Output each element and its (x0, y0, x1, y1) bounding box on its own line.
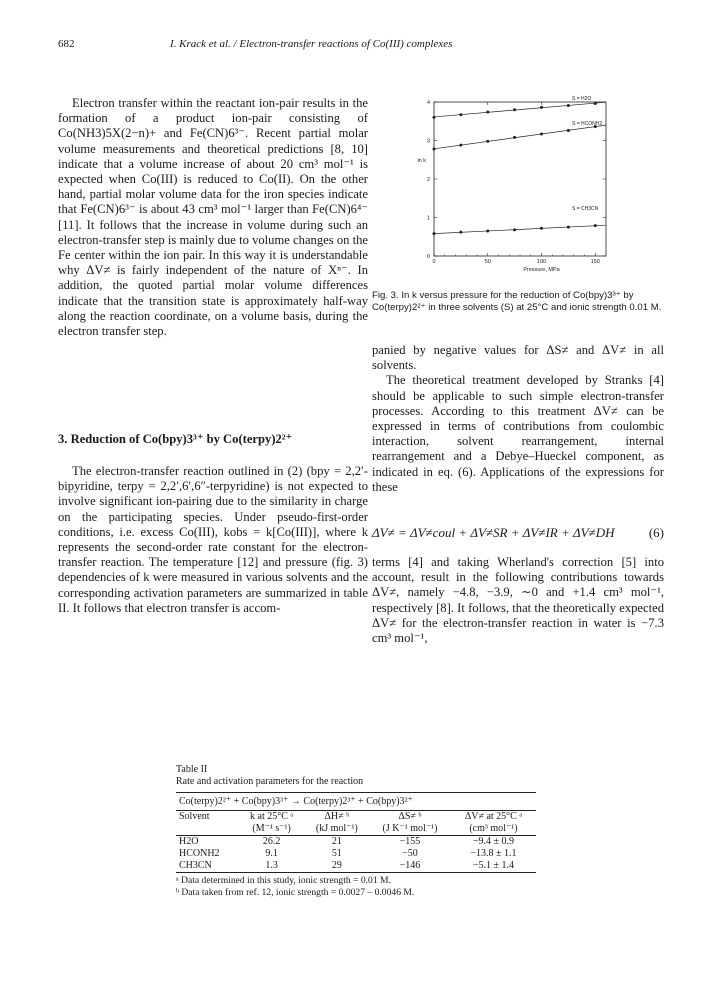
running-title: I. Krack et al. / Electron-transfer reactions of Co(III) complexes (170, 38, 453, 50)
series-label: S = H2O (572, 96, 592, 102)
data-point (459, 231, 462, 234)
table-ii (176, 764, 536, 899)
data-point (513, 228, 516, 231)
left-column-intro (58, 96, 368, 339)
header-units-row (176, 823, 536, 836)
section-heading: 3. Reduction of Co(bpy)3³⁺ by Co(terpy)2²⁺ (58, 432, 293, 446)
y-tick-label: 0 (426, 254, 430, 260)
col-header: k at 25°C ᵃ (250, 811, 294, 822)
cell: −146 (399, 860, 421, 871)
cell: H2O (179, 836, 199, 847)
equation-text: ΔV≠ = ΔV≠coul + ΔV≠SR + ΔV≠IR + ΔV≠DH (372, 525, 615, 540)
table-row (176, 836, 536, 849)
col-unit: (M⁻¹ s⁻¹) (252, 823, 291, 834)
x-tick-label: 50 (484, 259, 491, 265)
cell: 29 (331, 860, 342, 871)
cell: 1.3 (265, 860, 278, 871)
page-header (0, 38, 720, 54)
cell: −155 (399, 836, 421, 847)
paragraph: The theoretical treatment developed by Stranks [4] should be applicable to such simple electron-transfer processes. According to this treatment ΔV≠ can be expressed in terms of contributions from coulombic interaction, solvent rearrangement, internal rearrangement and a Debye–Hueckel component, as indicated in eq. (6). Applications of the expressions for these (372, 373, 664, 494)
y-tick-label: 3 (426, 138, 430, 145)
col-unit: (kJ mol⁻¹) (315, 823, 358, 834)
cell: −50 (402, 848, 418, 859)
reaction-equation: Co(terpy)2²⁺ + Co(bpy)3³⁺ → Co(terpy)2³⁺ + Co(bpy)3²⁺ (179, 796, 413, 807)
table-subtitle: Rate and activation parameters for the reaction (176, 776, 364, 787)
left-column-body (58, 464, 368, 616)
data-point (433, 232, 436, 235)
figure-3 (410, 96, 632, 280)
series-label: S = HCONH2 (572, 121, 603, 128)
series-label: S = CH3CN (572, 205, 599, 212)
page-number: 682 (58, 38, 75, 50)
y-tick-label: 2 (426, 177, 430, 183)
equation-6 (372, 525, 664, 541)
header-row (176, 811, 536, 824)
data-point (486, 140, 489, 143)
x-tick-label: 150 (590, 259, 600, 265)
lnk-pressure-chart (410, 96, 632, 280)
cell: −9.4 ± 0.9 (472, 836, 515, 847)
y-tick-label: 1 (426, 215, 430, 222)
data-point (594, 224, 597, 227)
paragraph: panied by negative values for ΔS≠ and ΔV≠ in all solvents. (372, 343, 664, 373)
data-table (176, 792, 536, 873)
paragraph: terms [4] and taking Wherland's correction [5] into account, result in the following contributions towards ΔV≠, namely −4.8, −3.9, ∼0 and +1.4 cm³ mol⁻¹, respectively [8]. It follows, that the theoretically expected ΔV≠ for the electron-transfer reaction in water is −7.3 cm³ mol⁻¹, (372, 555, 664, 646)
col-unit: (J K⁻¹ mol⁻¹) (382, 823, 438, 834)
y-tick-label: 4 (426, 100, 430, 106)
reaction-row (176, 793, 536, 811)
data-point (486, 111, 489, 114)
equation-number: (6) (648, 525, 664, 540)
data-point (567, 226, 570, 229)
right-column-lower (372, 555, 664, 646)
data-point (594, 102, 597, 105)
data-point (567, 104, 570, 107)
col-header: ΔH≠ ᵇ (324, 811, 350, 822)
right-column-upper (372, 343, 664, 495)
table-row (176, 848, 536, 860)
col-header: ΔS≠ ᵇ (398, 811, 422, 822)
col-header: Solvent (179, 811, 210, 822)
data-point (459, 113, 462, 116)
y-axis-label: ln k (417, 157, 426, 164)
x-tick-label: 100 (536, 259, 547, 265)
cell: 21 (331, 836, 342, 847)
data-point (540, 106, 543, 109)
x-axis-label: Pressure, MPa (523, 267, 560, 273)
cell: HCONH2 (179, 848, 220, 859)
data-point (513, 108, 516, 111)
data-point (459, 144, 462, 147)
data-point (567, 129, 570, 132)
cell: −5.1 ± 1.4 (472, 860, 515, 871)
paragraph: Electron transfer within the reactant ion-pair results in the formation of a product ion-pair consisting of Co(NH3)5X(2−n)+ and Fe(CN)6³⁻. Recent partial molar volume measurements and theoretical predictions [8, 10] indicate that a volume increase of about 20 cm³ mol⁻¹ is expected when Co(III) is reduced to Co(II). On the other hand, partial molar volume data for the iron species indicate that Fe(CN)6³⁻ is about 43 cm³ mol⁻¹ larger than Fe(CN)6⁴⁻ [11]. It follows that the increase in volume during such an electron-transfer step is mainly due to volume changes on the Fe center within the ion pair. In this way it is understandable why ΔV≠ is fairly independent of the nature of Xⁿ⁻. In addition, the quoted partial molar volume differences indicate that the transition state is approximately half-way along the reaction coordinate, on a volume basis, during the electron transfer step. (58, 96, 368, 339)
cell: 9.1 (265, 848, 278, 859)
paragraph: The electron-transfer reaction outlined in (2) (bpy = 2,2′-bipyridine, terpy = 2,2′,6′,6″-terpyridine) is not expected to involve significant ion-pairing due to the similarity in charge on the participating species. Under pseudo-first-order conditions, i.e. excess Co(III), kobs = k[Co(III)], where k represents the second-order rate constant for the electron-transfer reaction. The temperature [12] and pressure (fig. 3) dependencies of k were measured in various solvents and the corresponding activation parameters are summarized in table II. It follows that electron transfer is accom- (58, 464, 368, 615)
table-footnote: ᵃ Data determined in this study, ionic strength = 0.01 M. (176, 875, 391, 886)
col-unit (176, 823, 239, 836)
data-point (433, 116, 436, 119)
data-point (513, 136, 516, 139)
figure-caption: Fig. 3. In k versus pressure for the reduction of Co(bpy)3³⁺ by Co(terpy)2²⁺ in three solvents (S) at 25°C and ionic strength 0.01 M. (372, 290, 662, 313)
table-footnote: ᵇ Data taken from ref. 12, ionic strength = 0.0027 – 0.0046 M. (176, 887, 415, 898)
cell: 26.2 (262, 836, 281, 847)
cell: 51 (331, 848, 342, 859)
col-header: ΔV≠ at 25°C ᵃ (464, 811, 523, 822)
col-unit: (cm³ mol⁻¹) (469, 823, 518, 834)
data-point (433, 147, 436, 150)
cell: CH3CN (179, 860, 212, 871)
data-point (540, 132, 543, 135)
data-point (486, 229, 489, 232)
data-point (540, 227, 543, 230)
cell: −13.8 ± 1.1 (470, 848, 517, 859)
x-tick-label: 0 (432, 259, 436, 265)
table-row (176, 860, 536, 873)
table-title: Table II (176, 764, 208, 775)
